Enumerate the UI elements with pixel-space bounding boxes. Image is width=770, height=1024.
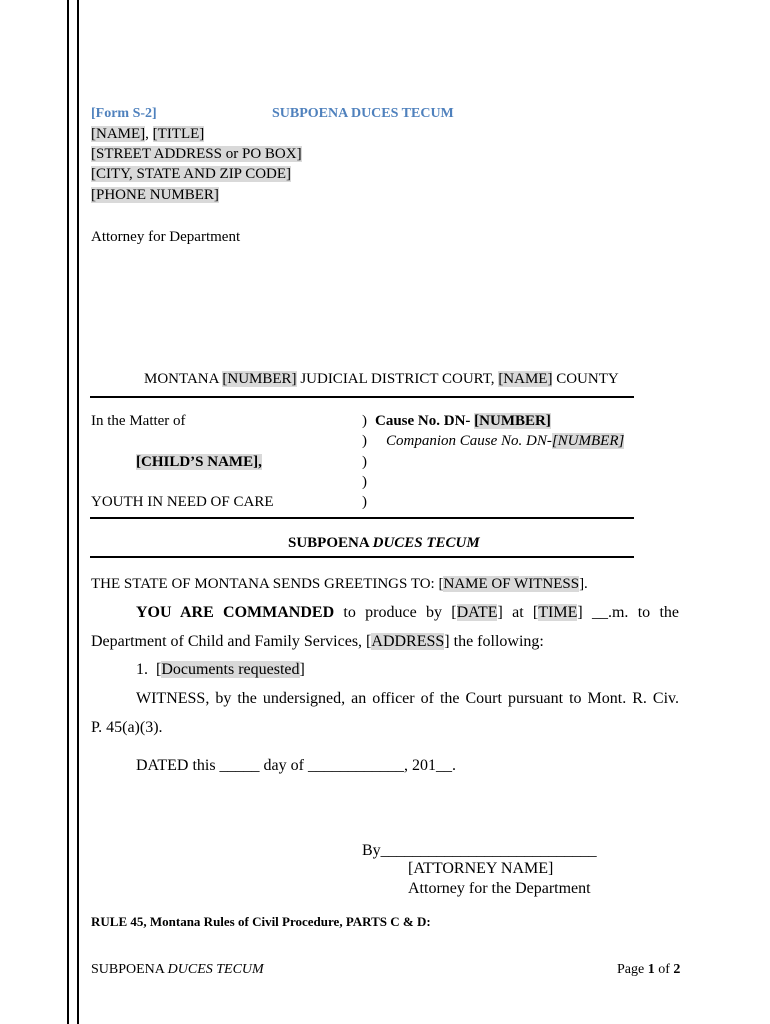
child-name-field[interactable] <box>136 452 262 472</box>
cause-prefix: Cause No. DN- <box>375 413 475 429</box>
caption-paren: ) <box>362 413 367 429</box>
document-item <box>136 660 305 680</box>
companion-prefix: Companion Cause No. DN- <box>386 433 552 449</box>
page-of: of <box>654 962 674 977</box>
attorney-for-the-department: Attorney for the Department <box>408 880 591 897</box>
attorney-name-title <box>91 124 204 144</box>
commanded-text-1: to produce by [ <box>334 604 457 621</box>
caption-paren: ) <box>362 494 367 510</box>
item-open-bracket: [ <box>156 661 162 678</box>
footer-title-plain: SUBPOENA <box>91 962 168 977</box>
address-field[interactable]: ADDRESS <box>371 633 445 650</box>
department-prefix: Department of Child and Family Services, [ <box>91 633 372 650</box>
city-field-text: [CITY, STATE AND ZIP CODE] <box>91 166 292 182</box>
witness-name-field[interactable]: NAME OF WITNESS <box>443 576 580 592</box>
street-field[interactable] <box>91 144 302 164</box>
attorney-name-field[interactable]: [ATTORNEY NAME] <box>408 860 554 877</box>
witness-line-2: P. 45(a)(3). <box>91 719 163 736</box>
greeting-suffix: ]. <box>579 576 588 592</box>
rule-top <box>90 396 634 398</box>
district-number-field[interactable]: [NUMBER] <box>222 371 297 387</box>
phone-field[interactable] <box>91 185 219 205</box>
rule-middle <box>90 517 634 519</box>
name-separator: , <box>145 126 153 142</box>
name-field[interactable]: [NAME] <box>91 126 146 142</box>
court-middle: JUDICIAL DISTRICT COURT, <box>296 371 499 387</box>
city-field[interactable] <box>91 164 291 184</box>
companion-cause-number <box>386 431 624 451</box>
commanded-line <box>136 603 679 623</box>
court-suffix: COUNTY <box>552 371 619 387</box>
street-field-text: [STREET ADDRESS or PO BOX] <box>91 146 302 162</box>
greeting-line <box>91 574 588 594</box>
documents-requested-field[interactable]: Documents requested <box>161 661 300 678</box>
title-field[interactable]: [TITLE] <box>152 126 205 142</box>
caption-paren: ) <box>362 433 367 449</box>
dated-line: DATED this _____ day of ____________, 201__. <box>136 757 456 774</box>
court-prefix: MONTANA <box>144 371 223 387</box>
margin-line-inner <box>77 0 79 1024</box>
matter-of-label: In the Matter of <box>91 413 186 429</box>
page-prefix: Page <box>617 962 648 977</box>
rule-bottom <box>90 556 634 558</box>
department-line <box>91 632 544 652</box>
rule-45-heading: RULE 45, Montana Rules of Civil Procedure, PARTS C & D: <box>91 914 431 929</box>
page-number <box>617 961 680 979</box>
department-suffix: ] the following: <box>444 633 544 650</box>
attorney-for-department: Attorney for Department <box>91 229 241 245</box>
county-name-field[interactable]: [NAME] <box>498 371 553 387</box>
form-label: [Form S-2] <box>91 106 157 121</box>
commanded-text-3: ] __.m. to the <box>577 604 680 621</box>
signature-line[interactable]: By___________________________ <box>362 842 597 859</box>
header-title: SUBPOENA DUCES TECUM <box>272 106 454 121</box>
date-field[interactable]: DATE <box>456 604 498 621</box>
item-close-bracket: ] <box>299 661 305 678</box>
witness-line-1: WITNESS, by the undersigned, an officer of the Court pursuant to Mont. R. Civ. <box>136 690 679 707</box>
youth-label: YOUTH IN NEED OF CARE <box>91 494 274 510</box>
margin-line-outer <box>67 0 69 1024</box>
footer-title-italic: DUCES TECUM <box>167 962 264 977</box>
document-title-plain: SUBPOENA <box>288 535 373 551</box>
child-name-text: [CHILD’S NAME], <box>136 454 262 470</box>
caption-paren: ) <box>362 454 367 470</box>
cause-number <box>375 411 551 431</box>
footer-title <box>91 961 264 979</box>
page-total: 2 <box>673 962 681 977</box>
phone-field-text: [PHONE NUMBER] <box>91 187 219 203</box>
document-title <box>288 533 480 553</box>
time-field[interactable]: TIME <box>538 604 578 621</box>
commanded-text-2: ] at [ <box>497 604 539 621</box>
page-current: 1 <box>647 962 655 977</box>
caption-paren: ) <box>362 474 367 490</box>
item-number: 1. <box>136 661 148 678</box>
commanded-bold: YOU ARE COMMANDED <box>136 604 335 621</box>
court-heading <box>144 369 619 389</box>
greeting-prefix: THE STATE OF MONTANA SENDS GREETINGS TO: [ <box>91 576 444 592</box>
companion-number-field[interactable]: [NUMBER] <box>551 433 625 449</box>
cause-number-field[interactable]: [NUMBER] <box>474 413 551 429</box>
document-title-italic: DUCES TECUM <box>372 535 480 551</box>
